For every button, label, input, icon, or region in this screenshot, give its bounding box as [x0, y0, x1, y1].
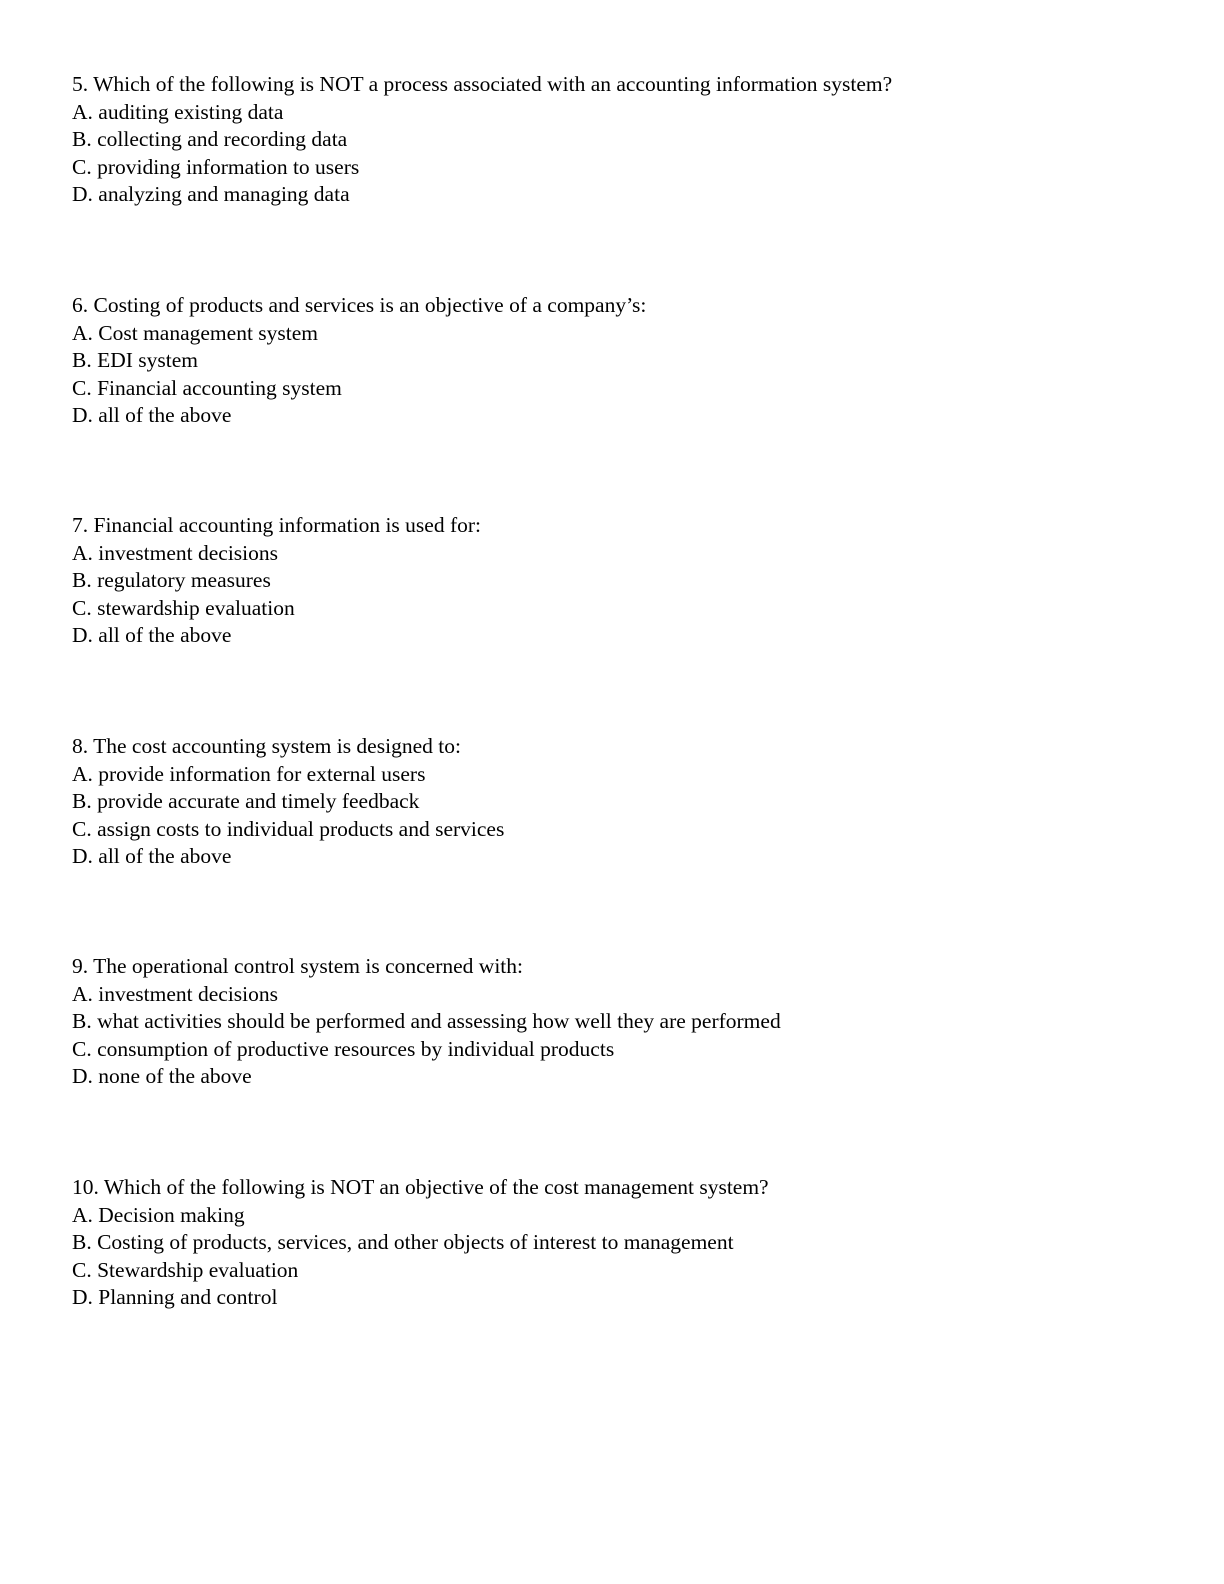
question-prompt: 8. The cost accounting system is designed to:: [72, 734, 461, 758]
answer-option-d: D. all of the above: [72, 403, 232, 427]
answer-option-a: A. investment decisions: [72, 540, 279, 565]
question-7: [72, 512, 1172, 650]
question-prompt: 6. Costing of products and services is an objective of a company’s:: [72, 293, 647, 317]
question-6: [72, 292, 1172, 430]
answer-option-a: A. provide information for external users: [72, 761, 426, 786]
question-prompt: 9. The operational control system is concerned with:: [72, 954, 523, 978]
answer-option-c: C. Financial accounting system: [72, 375, 342, 400]
answer-option-d: D. all of the above: [72, 844, 232, 868]
answer-option-c: C. consumption of productive resources by individual products: [72, 1036, 615, 1061]
answer-option-c: C. assign costs to individual products and services: [72, 816, 505, 841]
answer-option-b: B. EDI system: [72, 348, 199, 372]
answer-option-c: C. Stewardship evaluation: [72, 1257, 299, 1282]
answer-option-b: B. collecting and recording data: [72, 127, 348, 151]
answer-option-b: B. provide accurate and timely feedback: [72, 789, 420, 813]
answer-option-a: A. Decision making: [72, 1202, 245, 1227]
answer-option-a: A. Cost management system: [72, 320, 319, 345]
question-prompt: 5. Which of the following is NOT a process associated with an accounting information system?: [72, 72, 893, 96]
answer-option-b: B. what activities should be performed and assessing how well they are performed: [72, 1009, 781, 1033]
answer-option-b: B. regulatory measures: [72, 568, 271, 592]
question-prompt: 10. Which of the following is NOT an objective of the cost management system?: [72, 1175, 769, 1199]
answer-option-c: C. providing information to users: [72, 154, 360, 179]
question-prompt: 7. Financial accounting information is used for:: [72, 513, 482, 537]
question-9: [72, 953, 1172, 1091]
question-8: [72, 733, 1172, 871]
question-5: [72, 71, 1172, 209]
answer-option-c: C. stewardship evaluation: [72, 595, 295, 620]
answer-option-d: D. all of the above: [72, 623, 232, 647]
answer-option-a: A. investment decisions: [72, 981, 279, 1006]
answer-option-d: D. analyzing and managing data: [72, 182, 350, 206]
answer-option-d: D. none of the above: [72, 1064, 252, 1088]
answer-option-a: A. auditing existing data: [72, 99, 284, 124]
question-10: [72, 1174, 1172, 1312]
answer-option-d: D. Planning and control: [72, 1285, 278, 1309]
answer-option-b: B. Costing of products, services, and other objects of interest to management: [72, 1230, 734, 1254]
